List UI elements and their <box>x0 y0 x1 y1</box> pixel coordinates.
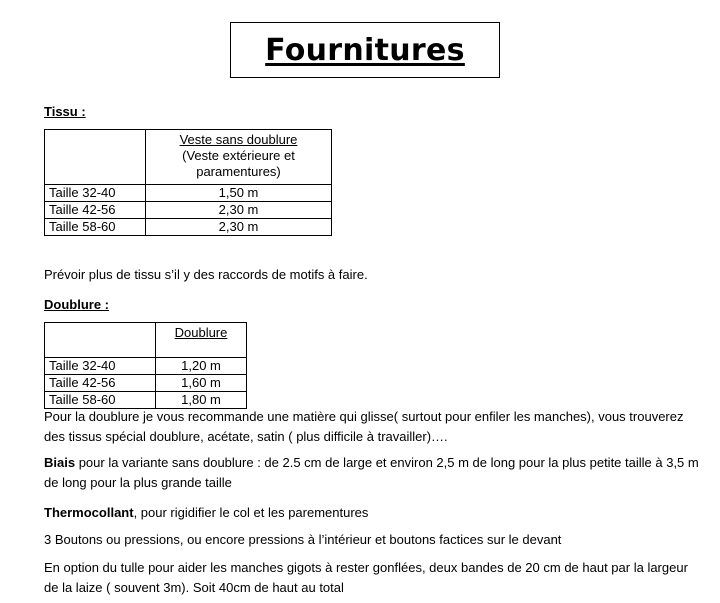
size-cell: Taille 42-56 <box>45 202 146 219</box>
note-doublure: Pour la doublure je vous recommande une matière qui glisse( surtout pour enfiler les manches), vous trouverez des tissus spécial doublure, acétate, satin ( plus difficile à travailler)…. <box>44 409 684 444</box>
size-cell: Taille 58-60 <box>45 392 156 409</box>
page-title: Fournitures <box>265 32 465 68</box>
thermocollant-bold: Thermocollant <box>44 505 134 520</box>
doublure-table-header-row <box>45 323 247 358</box>
table-row <box>45 219 332 236</box>
biais-bold: Biais <box>44 455 76 470</box>
value-cell: 1,80 m <box>156 392 247 409</box>
value-cell: 2,30 m <box>146 219 332 236</box>
tulle-paragraph: En option du tulle pour aider les manches gigots à rester gonflées, deux bandes de 20 cm de haut par la largeur de la laize ( souvent 3m). Soit 40cm de haut au total <box>44 560 688 595</box>
thermocollant-paragraph <box>44 503 704 523</box>
doublure-header-cell <box>156 323 247 358</box>
value-cell: 2,30 m <box>146 202 332 219</box>
size-cell: Taille 32-40 <box>45 358 156 375</box>
tissu-header-cell <box>146 130 332 185</box>
doublure-label: Doublure : <box>44 297 109 312</box>
tissu-table <box>44 129 332 236</box>
value-cell: 1,50 m <box>146 185 332 202</box>
table-row <box>45 185 332 202</box>
biais-paragraph <box>44 453 704 493</box>
size-cell: Taille 32-40 <box>45 185 146 202</box>
doublure-header-empty-cell <box>45 323 156 358</box>
thermocollant-text: , pour rigidifier le col et les parementures <box>133 505 369 520</box>
boutons-paragraph: 3 Boutons ou pressions, ou encore pressions à l’intérieur et boutons factices sur le devant <box>44 532 562 547</box>
tissu-header-empty-cell <box>45 130 146 185</box>
table-row <box>45 375 247 392</box>
note-tissu: Prévoir plus de tissu s’il y des raccords de motifs à faire. <box>44 267 368 282</box>
doublure-table <box>44 322 247 409</box>
table-row <box>45 202 332 219</box>
tissu-label: Tissu : <box>44 104 86 119</box>
biais-text: pour la variante sans doublure : de 2.5 cm de large et environ 2,5 m de long pour la plus petite taille à 3,5 m de long pour la plus grande taille <box>44 455 699 490</box>
size-cell: Taille 58-60 <box>45 219 146 236</box>
tissu-table-header-row <box>45 130 332 185</box>
doublure-header-text: Doublure <box>174 325 228 340</box>
tissu-header-line-3: paramentures) <box>196 164 281 179</box>
value-cell: 1,60 m <box>156 375 247 392</box>
table-row <box>45 358 247 375</box>
table-row <box>45 392 247 409</box>
tissu-header-line-1: Veste sans doublure <box>179 132 298 147</box>
tissu-header-line-2: (Veste extérieure et <box>182 148 295 163</box>
title-box <box>230 22 500 78</box>
value-cell: 1,20 m <box>156 358 247 375</box>
size-cell: Taille 42-56 <box>45 375 156 392</box>
